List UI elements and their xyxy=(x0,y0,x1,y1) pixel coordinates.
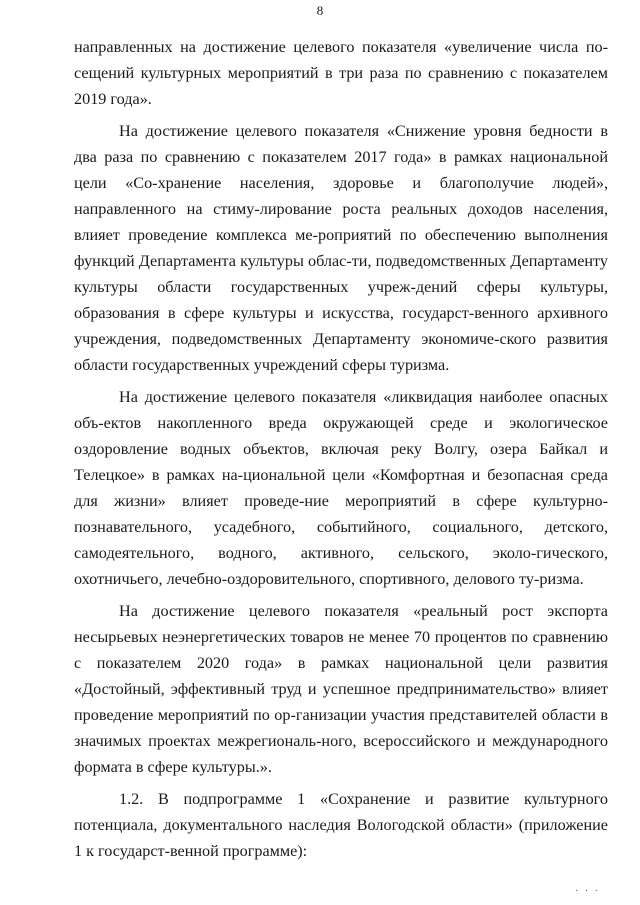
document-body xyxy=(74,34,608,864)
paragraph-2: На достижение целевого показателя «Снижение уровня бедности в два раза по сравнению с показателем 2017 года» в рамках национальной цели «Со-хранение населения, здоровье и благополучие людей», направленного на стиму-лирование роста реальных доходов населения, влияет проведение комплекса ме-роприятий по обеспечению выполнения функций Департамента культуры облас-ти, подведомственных Департаменту культуры области государственных учреж-дений сферы культуры, образования в сфере культуры и искусства, государст-венного архивного учреждения, подведомственных Департаменту экономиче-ского развития области государственных учреждений сферы туризма. xyxy=(74,122,608,374)
paragraph-3: На достижение целевого показателя «ликвидация наиболее опасных объ-ектов накопленного вреда окружающей среде и экологическое оздоровление водных объектов, включая реку Волгу, озера Байкал и Телецкое» в рамках на-циональной цели «Комфортная и безопасная среда для жизни» влияет проведе-ние мероприятий в сфере культурно-познавательного, усадебного, событийного, социального, детского, самодеятельного, водного, активного, сельского, эколо-гического, охотничьего, лечебно-оздоровительного, спортивного, делового ту-ризма. xyxy=(74,388,608,588)
paragraph-4: На достижение целевого показателя «реальный рост экспорта несырьевых неэнергетических товаров не менее 70 процентов по сравнению с показателем 2020 года» в рамках национальной цели развития «Достойный, эффективный труд и успешное предпринимательство» влияет проведение мероприятий по ор-ганизации участия представителей области в значимых проектах межрегиональ-ного, всероссийского и международного формата в сфере культуры.». xyxy=(74,602,608,776)
page-number: 8 xyxy=(316,3,324,18)
paragraph-5: 1.2. В подпрограмме 1 «Сохранение и развитие культурного потенциала, документального наследия Вологодской области» (приложение 1 к государст-венной программе): xyxy=(74,790,608,860)
paragraph-1: направленных на достижение целевого показателя «увеличение числа по-сещений культурных мероприятий в три раза по сравнению с показателем 2019 года». xyxy=(74,38,608,108)
scan-artifact-dots: · · · xyxy=(575,886,600,897)
